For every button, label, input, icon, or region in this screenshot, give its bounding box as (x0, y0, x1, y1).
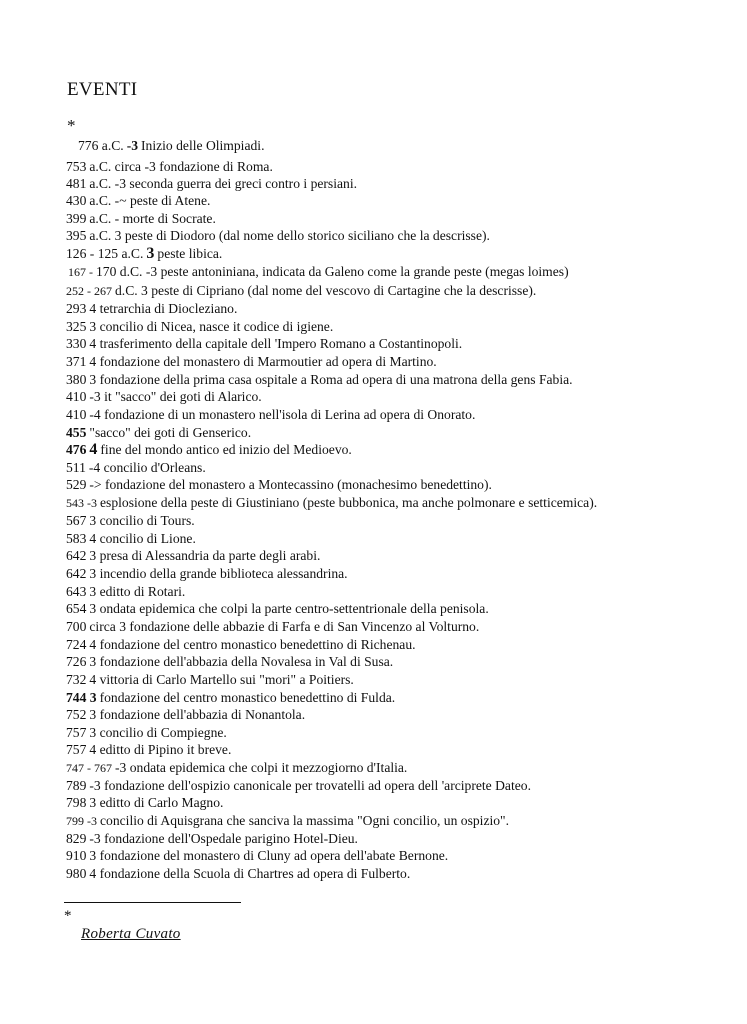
event-year: 410 (66, 389, 87, 404)
event-year: 724 (66, 637, 87, 652)
event-text: 4 vittoria di Carlo Martello sui "mori" a Poitiers. (89, 672, 354, 687)
event-marker: 4 (89, 441, 98, 458)
event-item (66, 795, 223, 811)
event-year: 410 (66, 407, 87, 422)
event-item (66, 336, 462, 352)
event-text: -4 fondazione di un monastero nell'isola di Lerina ad opera di Onorato. (89, 407, 476, 422)
event-item (66, 813, 509, 829)
event-year: 476 (66, 442, 87, 457)
event-item (68, 264, 569, 280)
event-year: 252 - 267 (66, 284, 112, 298)
event-text: 3 fondazione del monastero di Cluny ad opera dell'abate Bernone. (89, 848, 449, 863)
event-year: 776 a.C. (78, 138, 124, 153)
event-text: 4 trasferimento della capitale dell 'Impero Romano a Costantinopoli. (89, 336, 463, 351)
event-item (66, 477, 492, 493)
event-text: -3 fondazione dell'Ospedale parigino Hotel-Dieu. (89, 831, 358, 846)
event-item (66, 176, 357, 192)
event-year: 529 (66, 477, 87, 492)
event-text: 4 fondazione della Scuola di Chartres ad opera di Fulberto. (89, 866, 411, 881)
event-year: 732 (66, 672, 87, 687)
event-text: circa 3 fondazione delle abbazie di Farfa e di San Vincenzo al Volturno. (89, 619, 480, 634)
event-text: 4 tetrarchia di Diocleziano. (89, 301, 238, 316)
event-text: a.C. circa -3 fondazione di Roma. (89, 159, 273, 174)
event-year: 543 -3 (66, 496, 97, 510)
event-year: 455 (66, 425, 87, 440)
event-year: 747 - 767 (66, 761, 112, 775)
event-item (66, 495, 597, 511)
event-item (66, 584, 185, 600)
event-year: 744 3 (66, 690, 97, 705)
event-item (66, 654, 393, 670)
event-text: 4 editto di Pipino it breve. (89, 742, 232, 757)
event-year: 511 (66, 460, 86, 475)
event-year: 583 (66, 531, 87, 546)
event-year: 700 (66, 619, 87, 634)
event-text: Inizio delle Olimpiadi. (141, 138, 265, 153)
event-item (66, 389, 262, 405)
event-year: 753 (66, 159, 87, 174)
asterisk-top: * (67, 116, 76, 135)
event-item (66, 619, 479, 635)
event-text: 4 fondazione del monastero di Marmoutier ad opera di Martino. (89, 354, 437, 369)
event-year: 167 - (68, 265, 93, 279)
event-item (66, 442, 352, 458)
event-item (66, 725, 227, 741)
event-item (66, 283, 536, 299)
footnote-rule (64, 902, 241, 903)
event-year: 829 (66, 831, 87, 846)
event-year: 567 (66, 513, 87, 528)
event-year: 399 (66, 211, 87, 226)
event-text: a.C. - morte di Socrate. (89, 211, 216, 226)
event-text: fondazione del centro monastico benedettino di Fulda. (99, 690, 396, 705)
event-year: 980 (66, 866, 87, 881)
event-year: 654 (66, 601, 87, 616)
event-item (66, 778, 531, 794)
event-marker: 3 (146, 245, 155, 262)
event-text: esplosione della peste di Giustiniano (peste bubbonica, ma anche polmonare e setticemica). (100, 495, 598, 510)
event-text: 3 concilio di Nicea, nasce it codice di igiene. (89, 319, 334, 334)
event-text: 3 fondazione della prima casa ospitale a Roma ad opera di una matrona della gens Fabia. (89, 372, 573, 387)
event-year: 910 (66, 848, 87, 863)
event-item (66, 601, 489, 617)
event-year: 757 (66, 725, 87, 740)
event-text: fine del mondo antico ed inizio del Medioevo. (100, 442, 352, 457)
event-text: -3 fondazione dell'ospizio canonicale per trovatelli ad opera dell 'arciprete Dateo. (89, 778, 531, 793)
event-year: 642 (66, 566, 87, 581)
event-text: 4 concilio di Lione. (89, 531, 196, 546)
event-year: 642 (66, 548, 87, 563)
event-item (66, 760, 407, 776)
event-text: 3 fondazione dell'abbazia della Novalesa in Val di Susa. (89, 654, 394, 669)
event-item (66, 690, 395, 706)
event-item (66, 407, 475, 423)
event-item (66, 372, 573, 388)
event-item (66, 193, 210, 209)
event-text: "sacco" dei goti di Genserico. (89, 425, 252, 440)
event-item (66, 531, 196, 547)
event-item (66, 425, 251, 441)
page-title: EVENTI (67, 79, 138, 100)
asterisk-bottom: * (64, 908, 72, 924)
event-year: 643 (66, 584, 87, 599)
event-item (66, 246, 222, 262)
event-item (66, 460, 206, 476)
event-year: 799 -3 (66, 814, 97, 828)
event-item (66, 707, 305, 723)
event-text: 4 fondazione del centro monastico benedettino di Richenau. (89, 637, 416, 652)
event-year: 752 (66, 707, 87, 722)
event-year: 293 (66, 301, 87, 316)
event-marker: -3 (126, 138, 139, 153)
event-item (66, 566, 348, 582)
event-year: 757 (66, 742, 87, 757)
event-item (66, 672, 354, 688)
event-text: a.C. -3 seconda guerra dei greci contro i persiani. (89, 176, 358, 191)
event-text: 3 concilio di Compiegne. (89, 725, 227, 740)
event-item (78, 138, 264, 154)
event-text: a.C. 3 peste di Diodoro (dal nome dello storico siciliano che la descrisse). (89, 228, 490, 243)
event-item (66, 548, 320, 564)
event-text: peste libica. (157, 246, 223, 261)
event-year: 380 (66, 372, 87, 387)
event-text: 3 ondata epidemica che colpi la parte centro-settentrionale della penisola. (89, 601, 489, 616)
event-text: 3 incendio della grande biblioteca alessandrina. (89, 566, 348, 581)
event-year: 330 (66, 336, 87, 351)
event-year: 430 (66, 193, 87, 208)
event-item (66, 211, 216, 227)
event-item (66, 637, 416, 653)
event-item (66, 866, 410, 882)
event-text: -3 ondata epidemica che colpi it mezzogiorno d'Italia. (115, 760, 408, 775)
event-text: 3 editto di Carlo Magno. (89, 795, 224, 810)
event-year: 371 (66, 354, 87, 369)
event-text: a.C. -~ peste di Atene. (89, 193, 211, 208)
event-text: 3 presa di Alessandria da parte degli arabi. (89, 548, 321, 563)
event-text: 3 fondazione dell'abbazia di Nonantola. (89, 707, 306, 722)
event-item (66, 831, 358, 847)
event-text: d.C. 3 peste di Cipriano (dal nome del vescovo di Cartagine che la descrisse). (115, 283, 537, 298)
event-year: 395 (66, 228, 87, 243)
event-text: -> fondazione del monastero a Montecassino (monachesimo benedettino). (89, 477, 492, 492)
event-text: 170 d.C. -3 peste antoniniana, indicata da Galeno come la grande peste (megas loimes) (96, 264, 569, 279)
event-text: -4 concilio d'Orleans. (88, 460, 206, 475)
event-text: 3 concilio di Tours. (89, 513, 195, 528)
event-item (66, 319, 333, 335)
event-text: -3 it "sacco" dei goti di Alarico. (89, 389, 262, 404)
event-year: 325 (66, 319, 87, 334)
event-year: 789 (66, 778, 87, 793)
event-year: 126 - 125 a.C. (66, 246, 144, 261)
event-year: 481 (66, 176, 87, 191)
event-year: 726 (66, 654, 87, 669)
event-text: 3 editto di Rotari. (89, 584, 186, 599)
event-item (66, 159, 273, 175)
event-item (66, 513, 195, 529)
event-item (66, 848, 448, 864)
event-year: 798 (66, 795, 87, 810)
event-item (66, 301, 237, 317)
event-item (66, 228, 490, 244)
event-text: concilio di Aquisgrana che sanciva la massima "Ogni concilio, un ospizio". (100, 813, 510, 828)
author-signature: Roberta Cuvato (81, 926, 181, 942)
event-item (66, 742, 231, 758)
event-item (66, 354, 437, 370)
